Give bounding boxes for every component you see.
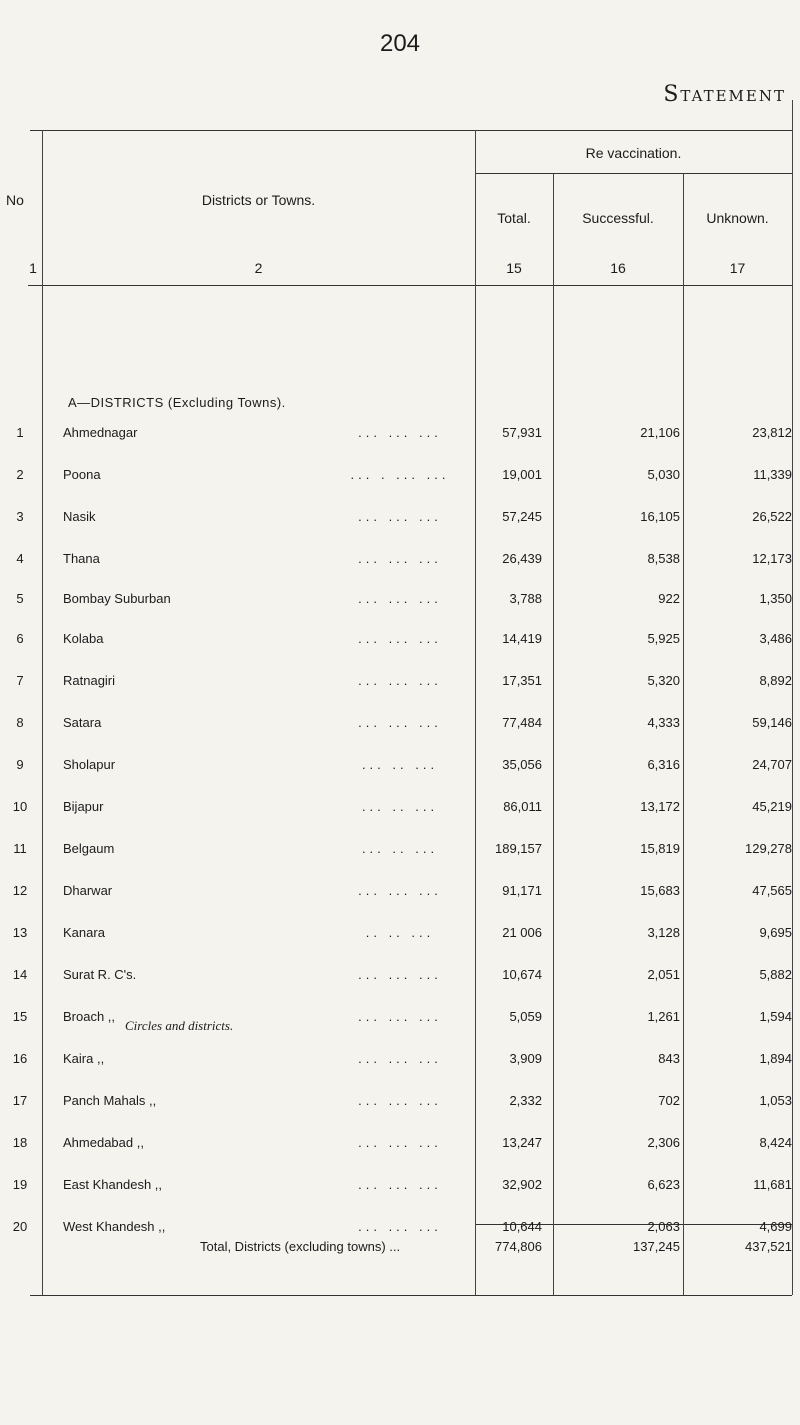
- leader-dots: ... ... ...: [358, 1051, 442, 1066]
- unknown-value: 47,565: [752, 883, 792, 898]
- total-value: 57,931: [502, 425, 542, 440]
- district-name: Belgaum: [63, 841, 115, 856]
- table-row: [0, 509, 800, 529]
- col-district-header: Districts or Towns.: [201, 192, 316, 208]
- unknown-value: 4,699: [759, 1219, 792, 1234]
- successful-value: 2,063: [647, 1219, 680, 1234]
- successful-value: 1,261: [647, 1009, 680, 1024]
- unknown-value: 24,707: [752, 757, 792, 772]
- col-index-16: 16: [610, 260, 626, 276]
- table-row: [0, 1051, 800, 1071]
- leader-dots: ... ... ...: [358, 967, 442, 982]
- successful-value: 2,051: [647, 967, 680, 982]
- unknown-value: 11,681: [753, 1177, 792, 1192]
- district-name: Ahmednagar: [63, 425, 138, 440]
- table-row: [0, 1135, 800, 1155]
- total-value: 26,439: [502, 551, 542, 566]
- unknown-value: 5,882: [759, 967, 792, 982]
- total-value: 86,011: [503, 799, 542, 814]
- circles-label: Circles and districts.: [125, 1018, 234, 1033]
- district-name: Bombay Suburban: [63, 591, 171, 606]
- unknown-value: 12,173: [752, 551, 792, 566]
- table-row: [0, 467, 800, 487]
- col-unknown-header: Unknown.: [706, 210, 769, 226]
- table-row: [0, 1177, 800, 1197]
- header-bottom-rule: [28, 285, 792, 286]
- row-number: 10: [12, 799, 28, 814]
- row-number: 2: [16, 467, 24, 482]
- table-row: [0, 673, 800, 693]
- leader-dots: ... . ... ...: [350, 467, 450, 482]
- table-row: [0, 425, 800, 445]
- total-value: 57,245: [502, 509, 542, 524]
- total-value: 14,419: [502, 631, 542, 646]
- row-number: 15: [12, 1009, 28, 1024]
- leader-dots: ... ... ...: [358, 1219, 442, 1234]
- row-number: 3: [16, 509, 24, 524]
- district-name: Bijapur: [63, 799, 104, 814]
- leader-dots: ... ... ...: [358, 551, 442, 566]
- district-name: Ahmedabad ,,: [63, 1135, 144, 1150]
- leader-dots: ... .. ...: [361, 757, 439, 772]
- row-number: 8: [16, 715, 24, 730]
- successful-value: 15,819: [640, 841, 680, 856]
- leader-dots: ... ... ...: [358, 715, 442, 730]
- col-index-2: 2: [254, 260, 263, 276]
- successful-value: 922: [658, 591, 680, 606]
- successful-value: 6,623: [647, 1177, 680, 1192]
- page-number: 204: [379, 30, 421, 57]
- table-row: [0, 757, 800, 777]
- unknown-value: 9,695: [759, 925, 792, 940]
- page-title: Statement: [663, 82, 786, 107]
- district-name: Nasik: [63, 509, 96, 524]
- unknown-value: 3,486: [759, 631, 792, 646]
- unknown-value: 8,424: [759, 1135, 792, 1150]
- table-top-rule: [30, 130, 792, 131]
- unknown-value: 1,350: [759, 591, 792, 606]
- col-successful-header: Successful.: [582, 210, 654, 226]
- table-row: [0, 1219, 800, 1239]
- table-row: [0, 841, 800, 861]
- total-value: 35,056: [502, 757, 542, 772]
- totals-successful: 137,245: [633, 1239, 680, 1254]
- table-row: [0, 799, 800, 819]
- district-name: East Khandesh ,,: [63, 1177, 163, 1192]
- divider-district: [475, 130, 476, 1295]
- col-index-15: 15: [506, 260, 522, 276]
- table-row: [0, 883, 800, 903]
- divider-no: [42, 130, 43, 1295]
- leader-dots: ... ... ...: [358, 591, 442, 606]
- table-row: [0, 967, 800, 987]
- district-name: Kaira ,,: [63, 1051, 105, 1066]
- total-value: 13,247: [502, 1135, 542, 1150]
- unknown-value: 129,278: [745, 841, 792, 856]
- total-value: 19,001: [502, 467, 542, 482]
- successful-value: 5,030: [647, 467, 680, 482]
- totals-unknown: 437,521: [745, 1239, 792, 1254]
- totals-total: 774,806: [495, 1239, 542, 1254]
- row-number: 7: [16, 673, 24, 688]
- revaccination-header: Re vaccination.: [585, 145, 682, 161]
- unknown-value: 1,053: [759, 1093, 792, 1108]
- district-name: Satara: [63, 715, 102, 730]
- table-row: [0, 551, 800, 571]
- table-row: [0, 631, 800, 651]
- total-value: 10,644: [502, 1219, 542, 1234]
- divider-right: [792, 100, 793, 1295]
- leader-dots: ... ... ...: [358, 1135, 442, 1150]
- section-heading: A—DISTRICTS (Excluding Towns).: [68, 395, 286, 410]
- row-number: 4: [16, 551, 24, 566]
- unknown-value: 8,892: [759, 673, 792, 688]
- total-value: 21 006: [502, 925, 542, 940]
- leader-dots: ... ... ...: [358, 1009, 442, 1024]
- successful-value: 8,538: [647, 551, 680, 566]
- row-number: 5: [16, 591, 24, 606]
- total-value: 3,909: [509, 1051, 542, 1066]
- row-number: 17: [12, 1093, 28, 1108]
- successful-value: 4,333: [647, 715, 680, 730]
- district-name: Sholapur: [63, 757, 116, 772]
- leader-dots: ... ... ...: [358, 1177, 442, 1192]
- successful-value: 21,106: [640, 425, 680, 440]
- successful-value: 16,105: [640, 509, 680, 524]
- successful-value: 3,128: [647, 925, 680, 940]
- district-name: West Khandesh ,,: [63, 1219, 166, 1234]
- row-number: 20: [12, 1219, 28, 1234]
- successful-value: 5,925: [647, 631, 680, 646]
- row-number: 11: [13, 841, 27, 856]
- unknown-value: 59,146: [752, 715, 792, 730]
- leader-dots: ... ... ...: [358, 509, 442, 524]
- row-number: 18: [12, 1135, 28, 1150]
- row-number: 13: [12, 925, 28, 940]
- unknown-value: 45,219: [752, 799, 792, 814]
- table-row: [0, 715, 800, 735]
- unknown-value: 26,522: [752, 509, 792, 524]
- district-name: Poona: [63, 467, 101, 482]
- successful-value: 702: [658, 1093, 680, 1108]
- row-number: 16: [12, 1051, 28, 1066]
- successful-value: 5,320: [647, 673, 680, 688]
- leader-dots: ... ... ...: [358, 425, 442, 440]
- total-value: 17,351: [502, 673, 542, 688]
- leader-dots: ... .. ...: [361, 799, 439, 814]
- total-value: 91,171: [502, 883, 542, 898]
- successful-value: 843: [658, 1051, 680, 1066]
- total-value: 189,157: [495, 841, 542, 856]
- group-underline: [475, 173, 792, 174]
- table-row: [0, 591, 800, 611]
- table-row: [0, 1093, 800, 1113]
- row-number: 19: [12, 1177, 28, 1192]
- district-name: Broach ,,: [63, 1009, 116, 1024]
- leader-dots: .. .. ...: [365, 925, 435, 940]
- leader-dots: ... ... ...: [358, 631, 442, 646]
- row-number: 9: [16, 757, 24, 772]
- district-name: Thana: [63, 551, 100, 566]
- total-value: 5,059: [509, 1009, 542, 1024]
- total-value: 77,484: [502, 715, 542, 730]
- unknown-value: 1,594: [759, 1009, 792, 1024]
- leader-dots: ... ... ...: [358, 673, 442, 688]
- successful-value: 15,683: [640, 883, 680, 898]
- row-number: 12: [12, 883, 28, 898]
- district-name: Kanara: [63, 925, 105, 940]
- district-name: Surat R. C's.: [63, 967, 137, 982]
- district-name: Dharwar: [63, 883, 113, 898]
- col-index-1: 1: [29, 260, 37, 276]
- row-number: 6: [16, 631, 24, 646]
- leader-dots: ... .. ...: [361, 841, 439, 856]
- col-no-header: No: [6, 192, 24, 208]
- district-name: Ratnagiri: [63, 673, 116, 688]
- total-value: 2,332: [509, 1093, 542, 1108]
- unknown-value: 23,812: [752, 425, 792, 440]
- district-name: Kolaba: [63, 631, 104, 646]
- row-number: 14: [12, 967, 28, 982]
- total-value: 3,788: [509, 591, 542, 606]
- leader-dots: ... ... ...: [358, 1093, 442, 1108]
- successful-value: 6,316: [647, 757, 680, 772]
- col-total-header: Total.: [497, 210, 531, 226]
- unknown-value: 11,339: [753, 467, 792, 482]
- unknown-value: 1,894: [759, 1051, 792, 1066]
- totals-label: Total, Districts (excluding towns) ...: [200, 1239, 401, 1254]
- table-row: [0, 1009, 800, 1029]
- col-index-17: 17: [729, 260, 746, 276]
- total-value: 32,902: [502, 1177, 542, 1192]
- successful-value: 2,306: [647, 1135, 680, 1150]
- successful-value: 13,172: [640, 799, 680, 814]
- leader-dots: ... ... ...: [358, 883, 442, 898]
- table-bottom-rule: [30, 1295, 792, 1296]
- table-row: [0, 925, 800, 945]
- row-number: 1: [16, 425, 24, 440]
- total-value: 10,674: [502, 967, 542, 982]
- district-name: Panch Mahals ,,: [63, 1093, 157, 1108]
